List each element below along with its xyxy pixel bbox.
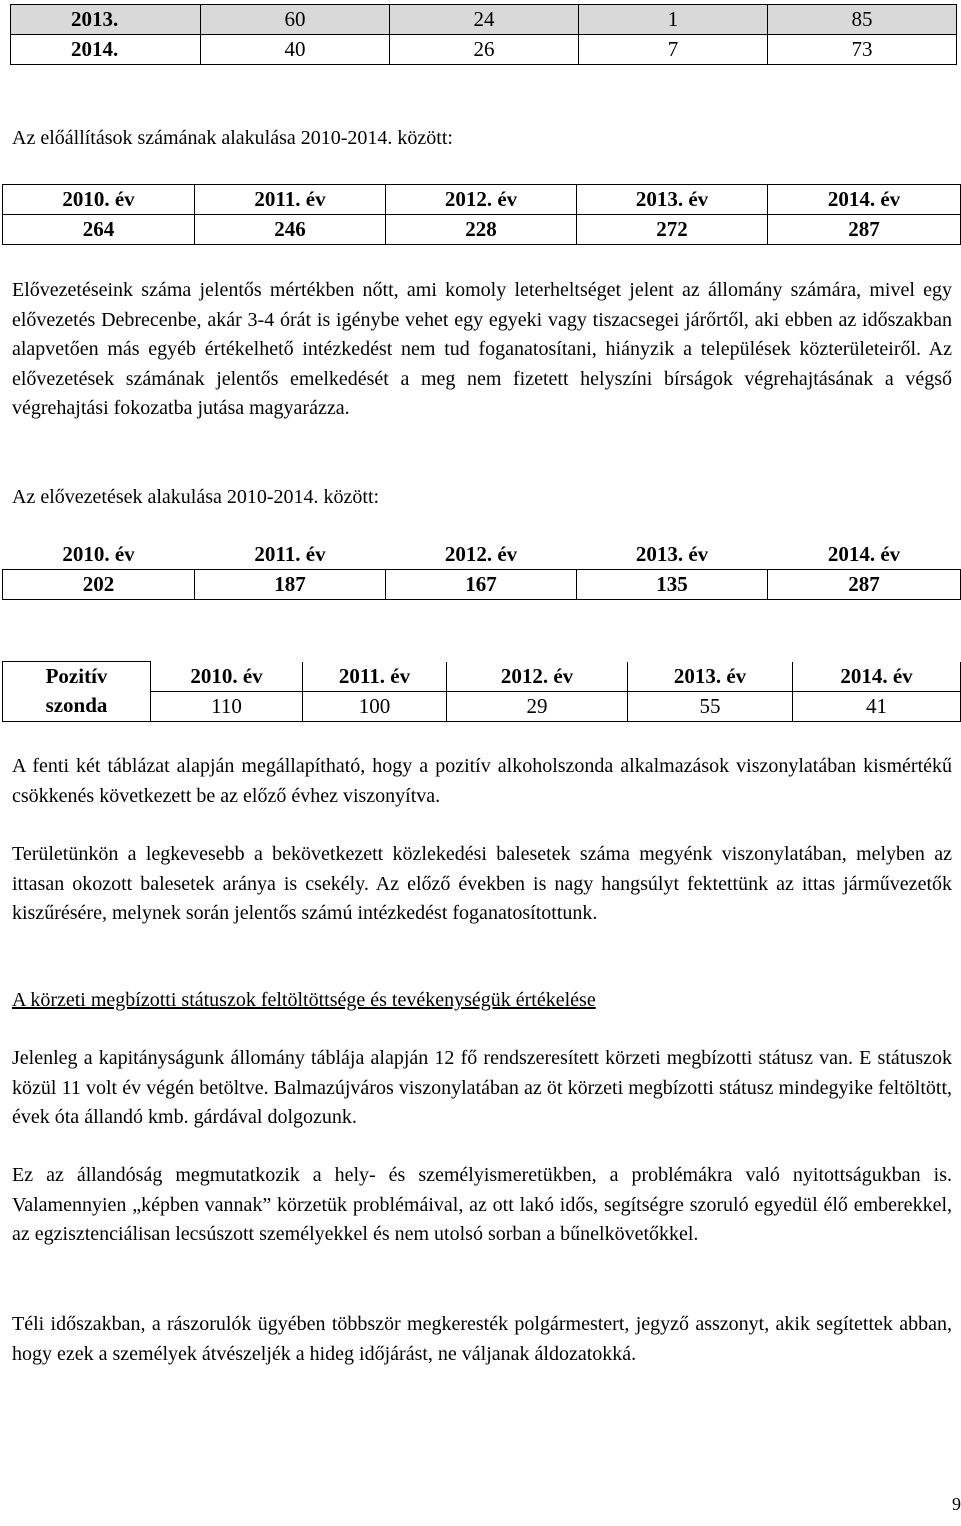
value-cell: 1 (579, 5, 768, 35)
value-cell: 228 (386, 215, 577, 245)
value-cell: 100 (303, 691, 447, 721)
paragraph-statusz: Jelenleg a kapitányságunk állomány táblája alapján 12 fő rendszeresített körzeti megbízotti státusz van. E státuszok közül 11 volt év végén betöltve. Balmazújváros viszonylatában az öt körzeti megbízotti státusz mindegyike feltöltött, évek óta állandó kmb. gárdával dolgozunk. (12, 1047, 952, 1128)
header-cell: 2011. év (303, 662, 447, 692)
value-cell: 264 (3, 215, 195, 245)
header-cell: 2011. év (195, 540, 386, 570)
header-cell: 2014. év (768, 185, 961, 215)
elovezetes-table (2, 540, 961, 600)
header-cell: 2014. év (793, 662, 961, 692)
year-cell: 2014. (11, 35, 201, 65)
value-cell: 272 (577, 215, 768, 245)
header-cell: 2014. év (768, 540, 961, 570)
value-cell: 73 (768, 35, 957, 65)
value-cell: 167 (386, 570, 577, 600)
value-cell: 110 (151, 691, 303, 721)
header-cell: 2012. év (386, 540, 577, 570)
table-row (3, 215, 961, 245)
paragraph-baleset: Területünkön a legkevesebb a bekövetkezett közlekedési balesetek száma megyénk viszonylatában, melyben az ittasan okozott balesetek aránya is csekély. Az előző években is nagy hangsúlyt fektettünk az ittas járművezetők kiszűrésére, melynek során jelentős számú intézkedést foganatosítottunk. (12, 843, 952, 924)
page-number: 9 (952, 1494, 961, 1514)
value-cell: 24 (390, 5, 579, 35)
szonda-table (2, 661, 961, 722)
table-row (3, 691, 961, 721)
header-cell: 2013. év (577, 185, 768, 215)
header-cell: 2012. év (447, 662, 628, 692)
value-cell: 202 (3, 570, 195, 600)
table-header-row (3, 662, 961, 692)
value-cell: 7 (579, 35, 768, 65)
header-cell: 2012. év (386, 185, 577, 215)
year-cell: 2013. (11, 5, 201, 35)
value-cell: 246 (195, 215, 386, 245)
value-cell: 40 (201, 35, 390, 65)
table-header-row (3, 540, 961, 570)
header-cell: 2010. év (151, 662, 303, 692)
paragraph-elovezetes: Elővezetéseink száma jelentős mértékben nőtt, ami komoly leterheltséget jelent az állomány számára, mivel egy elővezetés Debrecenbe, akár 3-4 órát is igénybe vehet egy egyeki vagy tiszacsegei járőrtől, aki ebben az időszakban alapvetően más egyéb értékelhető intézkedést nem tud foganatosítani, hiányzik a települések közterületeiről. Az elővezetések számának jelentős emelkedését a meg nem fizetett helyszíni bírságok végrehajtásának a végső végrehajtási fokozatba jutása magyarázza. (12, 279, 952, 419)
value-cell: 187 (195, 570, 386, 600)
section-heading: A körzeti megbízotti státuszok feltöltöttsége és tevékenységük értékelése (12, 989, 596, 1011)
table-row (11, 5, 957, 35)
table-row (3, 570, 961, 600)
header-cell: 2013. év (577, 540, 768, 570)
elovezetes-heading: Az elővezetések alakulása 2010-2014. között: (12, 486, 380, 508)
top-stats-table (10, 4, 957, 65)
eloallitas-table (2, 184, 961, 245)
paragraph-allandosag: Ez az állandóság megmutatkozik a hely- és személyismeretükben, a problémákra való nyitottságukban is. Valamennyien „képben vannak” körzetük problémáival, az ott lakó idős, segítségre szoruló egyedül élő emberekkel, az egzisztenciálisan lecsúszott személyekkel és nem utolsó sorban a bűnelkövetőkkel. (12, 1164, 952, 1245)
paragraph-teli: Téli időszakban, a rászorulók ügyében többször megkeresték polgármestert, jegyző asszonyt, akik segítettek abban, hogy ezek a személyek átvészeljék a hideg időjárást, ne váljanak áldozatokká. (12, 1313, 952, 1365)
value-cell: 287 (768, 570, 961, 600)
value-cell: 41 (793, 691, 961, 721)
header-cell: 2011. év (195, 185, 386, 215)
header-cell: 2013. év (628, 662, 793, 692)
value-cell: 287 (768, 215, 961, 245)
value-cell: 26 (390, 35, 579, 65)
value-cell: 60 (201, 5, 390, 35)
value-cell: 85 (768, 5, 957, 35)
table-row (11, 35, 957, 65)
value-cell: 29 (447, 691, 628, 721)
table-header-row (3, 185, 961, 215)
paragraph-szonda: A fenti két táblázat alapján megállapítható, hogy a pozitív alkoholszonda alkalmazások viszonylatában kismértékű csökkenés következett be az előző évhez viszonyítva. (12, 755, 952, 807)
header-cell: 2010. év (3, 185, 195, 215)
szonda-label: Pozitív (3, 662, 151, 692)
value-cell: 135 (577, 570, 768, 600)
header-cell: 2010. év (3, 540, 195, 570)
szonda-label: szonda (3, 691, 151, 721)
value-cell: 55 (628, 691, 793, 721)
eloallitas-heading: Az előállítások számának alakulása 2010-2014. között: (12, 127, 453, 149)
